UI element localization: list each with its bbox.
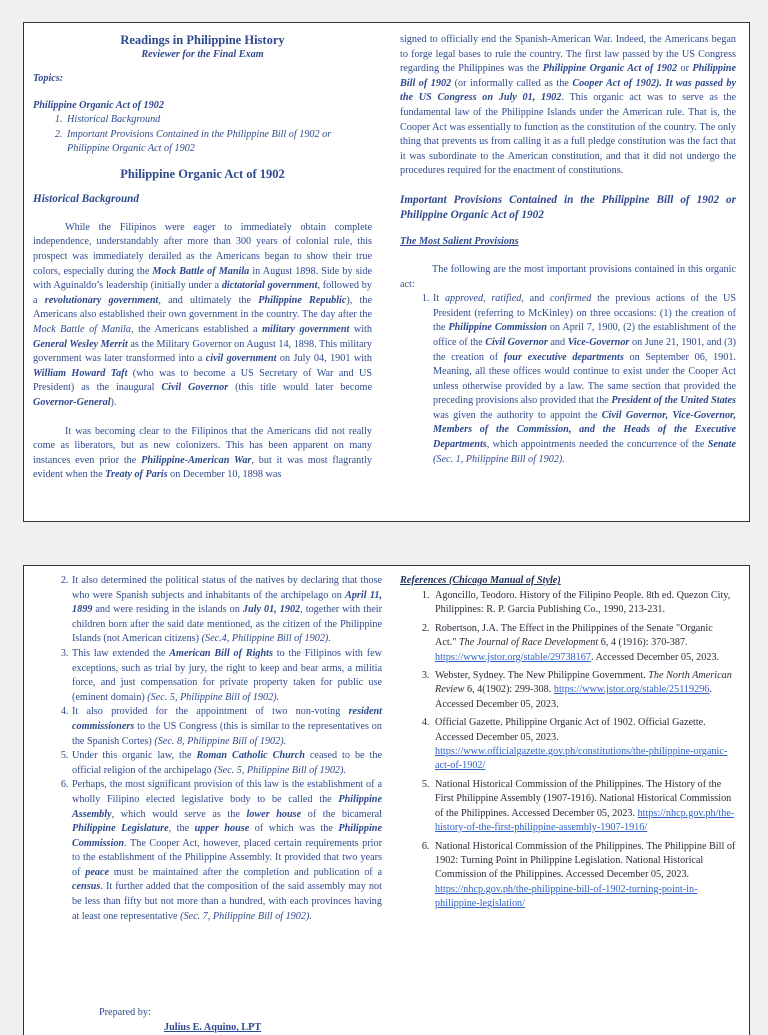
provision-item-4: 4. It also provided for the appointment of two non-voting resident commissioners to the US Congress (this is similar to the representatives on the Spanish Cortes) (Sec. 8, Philippine Bill of 1902). xyxy=(71,705,382,749)
topic-group-title: Philippine Organic Act of 1902 xyxy=(33,100,164,111)
provisions-list-continued xyxy=(39,574,382,924)
document-title: Readings in Philippine History xyxy=(120,33,285,47)
provision-item-6: 6. Perhaps, the most significant provision of this law is the establishment of a wholly Filipino elected legislative body to be called the Philippine Assembly, which would serve as the lower house of the bicameral Philippine Legislature, the upper house of which was the Philippine Commission. The Cooper Act, however, placed certain requirements prior to the establishment of the Philippine Assembly. It provided that two years of peace must be maintained after the completion and publication of a census. It further added that the composition of the said assembly may not be less than fifty but not more than a hundred, with each provinces having at least one representative (Sec. 7, Philippine Bill of 1902). xyxy=(71,778,382,924)
provision-item-1: 1. It approved, ratified, and confirmed the previous actions of the US President (referring to McKinley) on three occasions: (1) the creation of the Philippine Commission on April 7, 1900, (2) the establishment of the office of the Civil Governor and Vice-Governor on June 21, 1901, and (3) the creation of four executive departments on September 06, 1901. Meaning, all these offices would continue to exist under the Cooper Act unless otherwise provided by a law. The same section that provided the preceding provisions also provided that the President of the United States was given the authority to appoint the Civil Governor, Vice-Governor, Members of the Commission, and the Heads of the Executive Departments, which appointments needed the concurrence of the Senate (Sec. 1, Philippine Bill of 1902). xyxy=(432,292,736,467)
provisions-intro: The following are the most important provisions contained in this organic act: xyxy=(400,263,736,290)
prepared-by-label: Prepared by: xyxy=(99,1007,151,1019)
reference-link[interactable]: https://www.jstor.org/stable/29738167 xyxy=(435,651,591,663)
document-page-2 xyxy=(23,565,750,1035)
reference-item: 5. National Historical Commission of the Philippines. The History of the First Philippine Assembly (1907-1916). National Historical Commission of the Philippines. Accessed December 05, 2023. https://nhcp.gov.ph/the-history-of-the-first-philippine-assembly-1907-1916/ xyxy=(432,778,736,836)
reference-item: 3. Webster, Sydney. The New Philippine Government. The North American Review 6, 4(1902): 299-308. https://www.jstor.org/stable/25119296. Accessed December 05, 2023. xyxy=(432,669,736,712)
page2-right-column xyxy=(400,574,736,916)
topics-label: Topics: xyxy=(33,73,64,84)
reference-item: 4. Official Gazette. Philippine Organic Act of 1902. Official Gazette. Accessed December 05, 2023. https://www.officialgazette.gov.ph/constitutions/the-philippine-organic-act-of-1902/ xyxy=(432,716,736,774)
provision-item-2: 2. It also determined the political status of the natives by declaring that those who were Spanish subjects and inhabitants of the archipelago on April 11, 1899 and were residing in the islands on July 01, 1902, together with their children born after the said date mentioned, as the citizen of the Philippine Islands (not American citizens) (Sec.4, Philippine Bill of 1902). xyxy=(71,574,382,647)
reference-item: 6. National Historical Commission of the Philippines. The Philippine Bill of 1902: Turning Point in Philippine Legislation. National Historical Commission of the Philippines. Accessed December 05, 2023. https://nhcp.gov.ph/the-philippine-bill-of-1902-turning-point-in-philippine-legislation/ xyxy=(432,840,736,912)
provisions-list xyxy=(400,292,736,467)
topics-list xyxy=(33,113,372,157)
topic-item: 1. Historical Background xyxy=(65,113,372,128)
provision-item-3: 3. This law extended the American Bill of Rights to the Filipinos with few exceptions, such as trial by jury, the right to keep and bear arms, a militia force, and just compensation for private property taken for public use (eminent domain) (Sec. 5, Philippine Bill of 1902). xyxy=(71,647,382,705)
page1-right-column xyxy=(400,33,736,467)
reference-link[interactable]: https://www.jstor.org/stable/25119296 xyxy=(553,684,710,696)
background-paragraph-2-continued: signed to officially end the Spanish-American War. Indeed, the Americans began to forge legal bases to rule the country. The first law passed by the US Congress regarding the Philippines was the Philippine Organic Act of 1902 or Philippine Bill of 1902 (or informally called as the Cooper Act of 1902). It was passed by the US Congress on July 01, 1902. This organic act was to serve as the fundamental law of the Philippine Islands under the American rule. That is, the Cooper Act was essentially to function as the constitution of the country. The only thing that prevents us from calling it as a full pledge constitution was the fact that it was subordinate to the American constitution, and that it did not undergo the procedures required for the enactment of constitutions. xyxy=(400,34,737,177)
section-title: Philippine Organic Act of 1902 xyxy=(120,166,285,181)
references-list xyxy=(400,589,736,912)
document-page-1 xyxy=(23,22,750,522)
reference-link[interactable]: https://www.officialgazette.gov.ph/constitutions/the-philippine-organic-act-of-1902/ xyxy=(435,746,728,772)
reference-link[interactable]: https://nhcp.gov.ph/the-philippine-bill-of-1902-turning-point-in-philippine-legislation/ xyxy=(435,883,698,910)
reference-item: 1. Agoncillo, Teodoro. History of the Filipino People. 8th ed. Quezon City, Philippines: R. P. Garcia Publishing Co., 1990, 213-231. xyxy=(432,589,736,618)
document-subtitle: Reviewer for the Final Exam xyxy=(141,49,264,60)
background-paragraph-1: While the Filipinos were eager to immediately obtain complete independence, understandably after more than 300 years of colonial rule, this prospect was immediately derailed as the Americans began to show their true colors, especially during the Mock Battle of Manila in August 1898. Side by side with Aguinaldo’s leadership (initially under a dictatorial government, followed by a revolutionary government, and ultimately the Philippine Republic), the Americans also established their own government in the country. The day after the Mock Battle of Manila, the Americans established a military government with General Wesley Merrit as the Military Governor on August 14, 1898. This military government was later transformed into a civil government on July 04, 1901 with William Howard Taft (who was to become a US Secretary of War and US President) as the inaugural Civil Governor (this title would later become Governor-General). xyxy=(33,221,373,408)
provisions-heading: Important Provisions Contained in the Philippine Bill of 1902 or Philippine Organic Act of 1902 xyxy=(400,193,736,221)
subsection-heading: Historical Background xyxy=(33,192,139,205)
provision-item-5: 5. Under this organic law, the Roman Catholic Church ceased to be the official religion of the archipelago (Sec. 5, Philippine Bill of 1902). xyxy=(71,749,382,778)
salient-provisions-heading: The Most Salient Provisions xyxy=(400,235,519,247)
page2-left-column xyxy=(39,574,382,924)
author-name: Julius E. Aquino, LPT xyxy=(164,1022,262,1034)
page1-left-column xyxy=(33,33,372,483)
topic-item: 2. Important Provisions Contained in the Philippine Bill of 1902 or Philippine Organic Act of 1902 xyxy=(65,128,372,157)
references-heading: References (Chicago Manual of Style) xyxy=(400,575,561,586)
background-paragraph-2: It was becoming clear to the Filipinos that the Americans did not really come as liberators, but as new colonizers. This has been apparent on many instances even prior the Philippine-American War, but it was most flagrantly evident when the Treaty of Paris on December 10, 1898 was xyxy=(33,425,372,481)
reference-link[interactable]: https://nhcp.gov.ph/the-history-of-the-first-philippine-assembly-1907-1916/ xyxy=(435,807,735,834)
reference-item: 2. Robertson, J.A. The Effect in the Philippines of the Senate "Organic Act." The Journal of Race Development 6, 4 (1916): 370-387. https://www.jstor.org/stable/29738167. Accessed December 05, 2023. xyxy=(432,622,736,665)
